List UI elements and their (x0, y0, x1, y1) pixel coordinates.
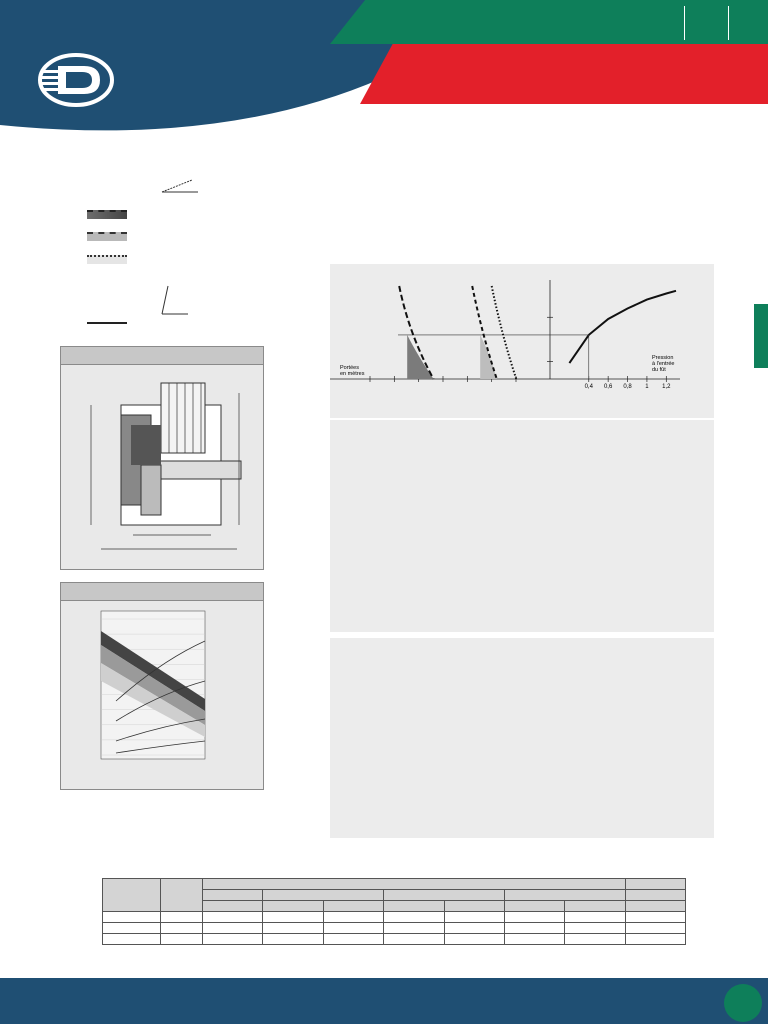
chart-position-1000 (330, 280, 680, 390)
table-cell (161, 923, 203, 934)
table-cell (565, 934, 625, 945)
plages-panel-title (61, 583, 263, 601)
th-positions (103, 879, 161, 912)
table-cell (384, 923, 444, 934)
th-longueur (203, 901, 263, 912)
table-cell (263, 923, 323, 934)
range-curve-jet-large (492, 286, 517, 379)
table-row (103, 912, 686, 923)
table-cell (565, 923, 625, 934)
th-diff90 (384, 890, 505, 901)
table-cell (203, 923, 263, 934)
page-number-badge (724, 984, 762, 1022)
th-diff30 (263, 890, 384, 901)
table-cell (565, 912, 625, 923)
x-tick-mpa: 0,6 (603, 384, 613, 390)
swatch-jet-large (87, 255, 127, 264)
header-red-band (360, 44, 768, 104)
table-cell (504, 934, 564, 945)
table-cell (384, 934, 444, 945)
table-cell (384, 912, 444, 923)
table-cell (504, 912, 564, 923)
th-longueur (263, 901, 323, 912)
table-cell (625, 912, 685, 923)
table-cell (323, 923, 383, 934)
table-row (103, 923, 686, 934)
side-tab-marker (754, 304, 768, 368)
swatch-jet-droit (87, 210, 127, 219)
th-debit (161, 879, 203, 912)
th-vertical (625, 879, 685, 890)
th-largeur (565, 901, 625, 912)
th-largeur (323, 901, 383, 912)
x-tick-mpa: 1 (645, 384, 649, 390)
table-cell (444, 912, 504, 923)
th-horizontal (203, 879, 626, 890)
table-row (103, 934, 686, 945)
table-cell (203, 934, 263, 945)
x-tick-mpa: 1,2 (662, 384, 671, 390)
flow-curve (569, 291, 676, 363)
header-separator (684, 6, 685, 40)
table-cell (444, 923, 504, 934)
table-cell (203, 912, 263, 923)
right-xlabel-line3: du fût (652, 367, 666, 373)
right-xlabel-line1: Pression (652, 355, 674, 361)
table-cell (103, 923, 161, 934)
table-cell (625, 923, 685, 934)
footer-background (0, 978, 768, 1024)
angle-30-icon (160, 178, 200, 194)
th-diff110 (504, 890, 625, 901)
table-header-row (103, 879, 686, 890)
table-cell (444, 934, 504, 945)
th-jet-droit-vertical (625, 890, 685, 901)
range-fill-jet-etroit (480, 335, 497, 379)
x-tick-mpa: 0,8 (623, 384, 632, 390)
left-xlabel-line2: en mètres (340, 371, 365, 377)
angle-80-icon (160, 284, 190, 316)
table-cell (161, 934, 203, 945)
th-longueur (384, 901, 444, 912)
header-separator (728, 6, 729, 40)
table-cell (103, 912, 161, 923)
performance-table-body (103, 912, 686, 945)
plages-chart (61, 601, 265, 789)
table-cell (263, 912, 323, 923)
plages-panel (60, 582, 264, 790)
nozzle-panel (60, 346, 264, 570)
th-jet-droit (203, 890, 263, 901)
left-xlabel-line1: Portées (340, 365, 359, 371)
header-green-band (330, 0, 768, 44)
nozzle-drawing (61, 365, 265, 569)
th-longueur (625, 901, 685, 912)
table-cell (625, 934, 685, 945)
th-longueur (504, 901, 564, 912)
nozzle-panel-title (61, 347, 263, 365)
swatch-vertical-jet (87, 322, 127, 324)
performance-table (102, 878, 686, 945)
table-cell (323, 912, 383, 923)
table-cell (103, 934, 161, 945)
th-largeur (444, 901, 504, 912)
table-cell (323, 934, 383, 945)
position-charts (330, 264, 714, 842)
swatch-jet-etroit (87, 232, 127, 241)
desautel-logo-icon (36, 52, 116, 108)
table-cell (504, 923, 564, 934)
table-cell (161, 912, 203, 923)
right-xlabel-line2: à l'entrée (652, 361, 675, 367)
x-tick-mpa: 0,4 (584, 384, 593, 390)
table-cell (263, 934, 323, 945)
